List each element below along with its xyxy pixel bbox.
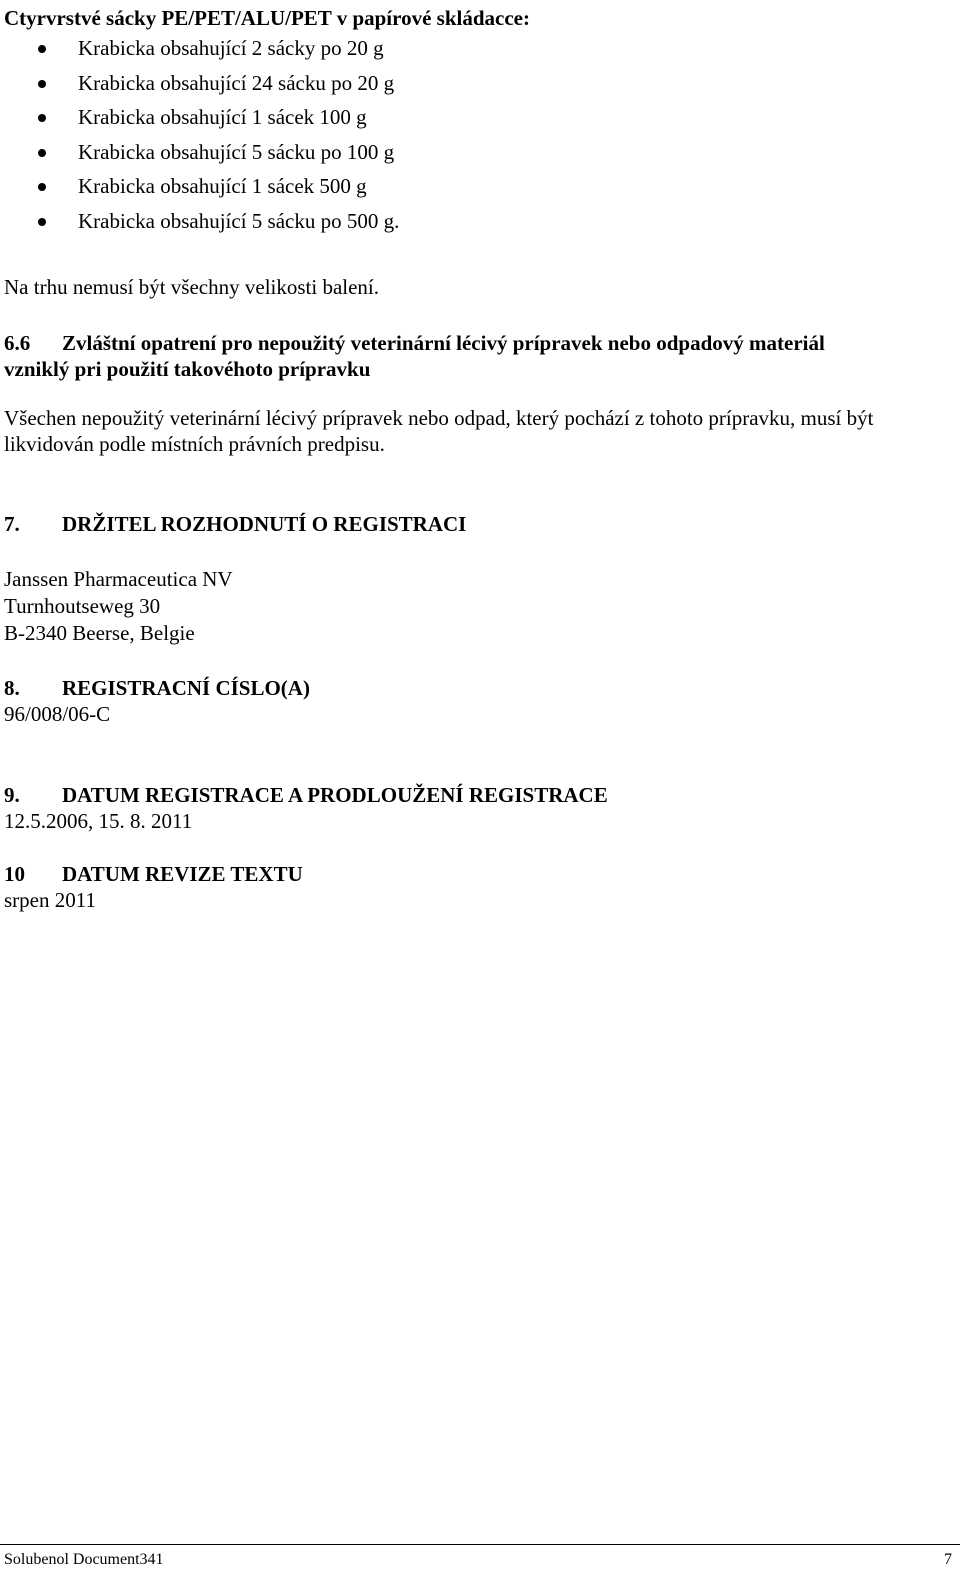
section-title: DATUM REVIZE TEXTU bbox=[62, 862, 303, 886]
paragraph-line: likvidován podle místních právních predpisu. bbox=[4, 432, 385, 456]
section-number: 7. bbox=[4, 512, 20, 536]
list-item-text: Krabicka obsahující 5 sácku po 100 g bbox=[78, 139, 395, 164]
list-item-text: Krabicka obsahující 5 sácku po 500 g. bbox=[78, 208, 400, 233]
holder-city: B-2340 Beerse, Belgie bbox=[4, 621, 195, 645]
holder-name: Janssen Pharmaceutica NV bbox=[4, 567, 233, 591]
section-9-heading bbox=[4, 782, 608, 808]
list-item-text: Krabicka obsahující 24 sácku po 20 g bbox=[78, 70, 395, 95]
section-number: 6.6 bbox=[4, 331, 31, 355]
section-7-heading bbox=[4, 511, 466, 537]
section-6-6-heading-continued: vzniklý pri použití takovéhoto prípravku bbox=[4, 357, 371, 381]
bullet-icon bbox=[38, 45, 46, 53]
pack-size-note: Na trhu nemusí být všechny velikosti balení. bbox=[4, 275, 380, 299]
section-title: DATUM REGISTRACE A PRODLOUŽENÍ REGISTRACE bbox=[62, 783, 608, 807]
bullet-icon bbox=[38, 149, 46, 157]
footer-divider bbox=[0, 1544, 960, 1545]
holder-street: Turnhoutseweg 30 bbox=[4, 594, 161, 618]
section-title: DRŽITEL ROZHODNUTÍ O REGISTRACI bbox=[62, 512, 467, 536]
section-6-6-heading bbox=[4, 330, 825, 356]
footer-document-name: Solubenol Document341 bbox=[4, 1551, 164, 1568]
list-item-text: Krabicka obsahující 2 sácky po 20 g bbox=[78, 36, 384, 60]
bullet-icon bbox=[38, 218, 46, 226]
paragraph-line: Všechen nepoužitý veterinární lécivý prípravek nebo odpad, který pochází z tohoto prípravku, musí být bbox=[4, 406, 874, 430]
page-number: 7 bbox=[944, 1551, 952, 1568]
section-title: REGISTRACNÍ CÍSLO(A) bbox=[62, 676, 310, 700]
bullet-icon bbox=[38, 80, 46, 88]
section-title: Zvláštní opatrení pro nepoužitý veterinární lécivý prípravek nebo odpadový materiál bbox=[62, 331, 825, 355]
revision-date: srpen 2011 bbox=[4, 888, 96, 912]
section-number: 10 bbox=[4, 862, 25, 886]
bullet-icon bbox=[38, 114, 46, 122]
list-item-text: Krabicka obsahující 1 sácek 500 g bbox=[78, 174, 367, 198]
disposal-paragraph bbox=[4, 405, 954, 457]
section-10-heading bbox=[4, 861, 303, 887]
registration-number: 96/008/06-C bbox=[4, 702, 111, 726]
section-number: 8. bbox=[4, 676, 20, 700]
section-number: 9. bbox=[4, 783, 20, 807]
section-8-heading bbox=[4, 675, 310, 701]
list-item-text: Krabicka obsahující 1 sácek 100 g bbox=[78, 105, 367, 129]
registration-dates: 12.5.2006, 15. 8. 2011 bbox=[4, 809, 193, 833]
bullet-icon bbox=[38, 183, 46, 191]
packaging-title: Ctyrvrstvé sácky PE/PET/ALU/PET v papírové skládacce: bbox=[4, 6, 530, 30]
